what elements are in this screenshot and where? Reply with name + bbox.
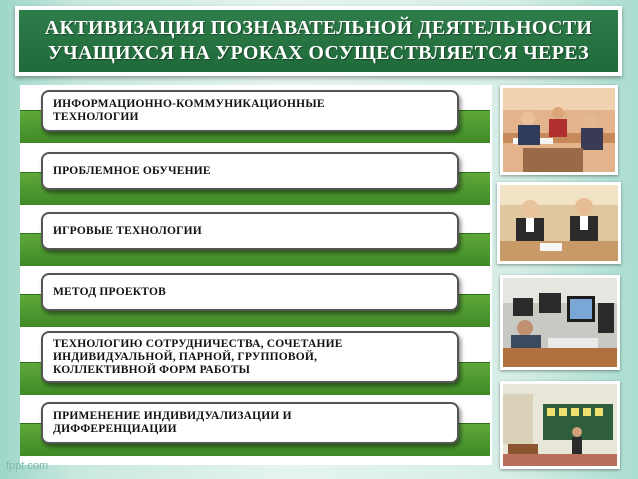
title-line-2: УЧАЩИХСЯ НА УРОКАХ ОСУЩЕСТВЛЯЕТСЯ ЧЕРЕЗ — [48, 42, 589, 64]
item-text-line: ТЕХНОЛОГИЮ СОТРУДНИЧЕСТВА, СОЧЕТАНИЕ — [53, 337, 343, 350]
item-card-game-tech — [41, 212, 459, 250]
classroom-photo-3 — [500, 275, 620, 370]
computer-lab-image — [503, 278, 617, 367]
item-text-line: КОЛЛЕКТИВНОЙ ФОРМ РАБОТЫ — [53, 363, 251, 376]
watermark: fppt.com — [6, 460, 49, 472]
item-card-cooperation — [41, 331, 459, 383]
item-text-line: ПРИМЕНЕНИЕ ИНДИВИДУАЛИЗАЦИИ И — [53, 410, 292, 422]
item-card-problem-learning — [41, 152, 459, 190]
title-line-1: АКТИВИЗАЦИЯ ПОЗНАВАТЕЛЬНОЙ ДЕЯТЕЛЬНОСТИ — [44, 17, 593, 39]
classroom-photo-4 — [500, 381, 620, 469]
students-pair-image — [500, 185, 618, 261]
classroom-photo-1 — [500, 85, 618, 175]
item-card-individualization — [41, 402, 459, 444]
item-card-project-method — [41, 273, 459, 311]
title-banner — [15, 6, 622, 76]
item-text-line: ДИФФЕРЕНЦИАЦИИ — [53, 423, 177, 435]
item-text-line: ПРОБЛЕМНОЕ ОБУЧЕНИЕ — [53, 164, 211, 177]
items-panel — [20, 85, 492, 465]
item-card-ict — [41, 90, 459, 132]
classroom-photo-2 — [497, 182, 621, 264]
item-text-line: ИНФОРМАЦИОННО-КОММУНИКАЦИОННЫЕ — [53, 98, 325, 110]
teacher-board-image — [503, 384, 617, 466]
item-text-line: ИГРОВЫЕ ТЕХНОЛОГИИ — [53, 224, 202, 237]
item-text-line: ИНДИВИДУАЛЬНОЙ, ПАРНОЙ, ГРУППОВОЙ, — [53, 350, 318, 363]
item-text-line: ТЕХНОЛОГИИ — [53, 111, 139, 123]
item-text-line: МЕТОД ПРОЕКТОВ — [53, 285, 166, 298]
students-desks-image — [503, 88, 615, 172]
